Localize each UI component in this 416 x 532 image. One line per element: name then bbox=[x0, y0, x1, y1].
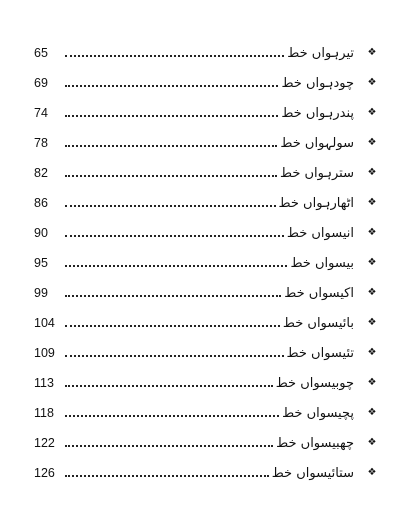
four-diamond-bullet-icon: ❖ bbox=[367, 137, 377, 148]
toc-row[interactable] bbox=[34, 368, 380, 398]
page-number: 126 bbox=[34, 465, 55, 480]
letter-title: اٹھارہواں خط bbox=[278, 195, 354, 211]
dot-leader bbox=[65, 403, 279, 417]
four-diamond-bullet-icon: ❖ bbox=[367, 317, 377, 328]
dot-leader bbox=[65, 223, 284, 237]
toc-row[interactable] bbox=[34, 308, 380, 338]
dot-leader bbox=[65, 343, 284, 357]
four-diamond-bullet-icon: ❖ bbox=[367, 377, 377, 388]
letter-title: چودہواں خط bbox=[281, 75, 354, 91]
letter-title: چھبیسواں خط bbox=[276, 435, 354, 451]
page-number: 86 bbox=[34, 195, 48, 210]
four-diamond-bullet-icon: ❖ bbox=[367, 227, 377, 238]
page-number: 95 bbox=[34, 255, 48, 270]
four-diamond-bullet-icon: ❖ bbox=[367, 347, 377, 358]
page-number: 74 bbox=[34, 105, 48, 120]
toc-row[interactable] bbox=[34, 158, 380, 188]
toc-row[interactable] bbox=[34, 398, 380, 428]
page-number: 104 bbox=[34, 315, 55, 330]
toc-row[interactable] bbox=[34, 98, 380, 128]
page-number: 78 bbox=[34, 135, 48, 150]
toc-row[interactable] bbox=[34, 248, 380, 278]
dot-leader bbox=[65, 103, 278, 117]
letter-title: تئیسواں خط bbox=[286, 345, 354, 361]
dot-leader bbox=[65, 313, 280, 327]
dot-leader bbox=[65, 43, 284, 57]
dot-leader bbox=[65, 433, 273, 447]
dot-leader bbox=[65, 73, 278, 87]
letter-title: پچیسواں خط bbox=[282, 405, 354, 421]
dot-leader bbox=[65, 193, 276, 207]
dot-leader bbox=[65, 463, 269, 477]
toc-row[interactable] bbox=[34, 428, 380, 458]
letter-title: بیسواں خط bbox=[290, 255, 354, 271]
toc-row[interactable] bbox=[34, 188, 380, 218]
four-diamond-bullet-icon: ❖ bbox=[367, 287, 377, 298]
letter-title: سترہواں خط bbox=[280, 165, 354, 181]
four-diamond-bullet-icon: ❖ bbox=[367, 197, 377, 208]
page-number: 109 bbox=[34, 345, 55, 360]
page-number: 122 bbox=[34, 435, 55, 450]
page-number: 90 bbox=[34, 225, 48, 240]
four-diamond-bullet-icon: ❖ bbox=[367, 467, 377, 478]
letter-title: سولہواں خط bbox=[280, 135, 354, 151]
dot-leader bbox=[65, 163, 277, 177]
four-diamond-bullet-icon: ❖ bbox=[367, 407, 377, 418]
page-number: 82 bbox=[34, 165, 48, 180]
page-number: 113 bbox=[34, 375, 54, 390]
four-diamond-bullet-icon: ❖ bbox=[367, 167, 377, 178]
page-number: 118 bbox=[34, 405, 54, 420]
dot-leader bbox=[65, 253, 287, 267]
page-number: 69 bbox=[34, 75, 48, 90]
four-diamond-bullet-icon: ❖ bbox=[367, 77, 377, 88]
four-diamond-bullet-icon: ❖ bbox=[367, 47, 377, 58]
letter-title: چوبیسواں خط bbox=[275, 375, 354, 391]
four-diamond-bullet-icon: ❖ bbox=[367, 437, 377, 448]
four-diamond-bullet-icon: ❖ bbox=[367, 107, 377, 118]
page-number: 65 bbox=[34, 45, 48, 60]
letter-title: ستائیسواں خط bbox=[271, 465, 354, 481]
letter-title: تیرہواں خط bbox=[287, 45, 354, 61]
letter-title: پندرہواں خط bbox=[281, 105, 354, 121]
dot-leader bbox=[65, 133, 277, 147]
toc-row[interactable] bbox=[34, 278, 380, 308]
page-number: 99 bbox=[34, 285, 48, 300]
toc-row[interactable] bbox=[34, 128, 380, 158]
toc-row[interactable] bbox=[34, 218, 380, 248]
toc-row[interactable] bbox=[34, 68, 380, 98]
dot-leader bbox=[65, 283, 281, 297]
toc-row[interactable] bbox=[34, 338, 380, 368]
four-diamond-bullet-icon: ❖ bbox=[367, 257, 377, 268]
letter-title: اکیسواں خط bbox=[284, 285, 354, 301]
table-of-contents bbox=[34, 38, 380, 488]
toc-row[interactable] bbox=[34, 38, 380, 68]
dot-leader bbox=[65, 373, 273, 387]
letter-title: بائیسواں خط bbox=[282, 315, 354, 331]
toc-row[interactable] bbox=[34, 458, 380, 488]
letter-title: انیسواں خط bbox=[286, 225, 354, 241]
